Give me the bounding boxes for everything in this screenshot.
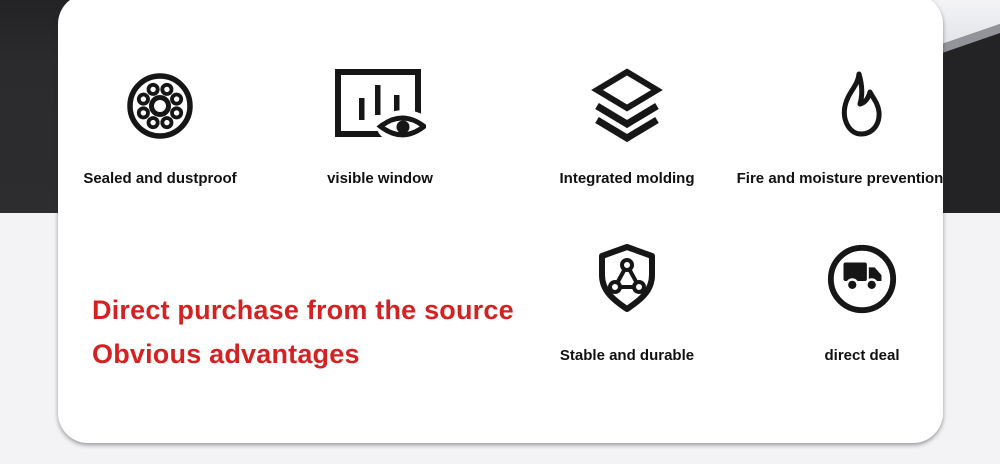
feature-label: direct deal (824, 347, 900, 364)
shield-triangle-icon (527, 242, 727, 316)
feature-item-stable (527, 242, 727, 365)
feature-item-window (280, 68, 480, 188)
window-eye-icon (280, 68, 480, 146)
feature-label: visible window (327, 170, 433, 187)
headline (92, 288, 514, 376)
feature-card (58, 0, 943, 443)
layers-icon (527, 68, 727, 146)
headline-line2: Obvious advantages (92, 339, 360, 369)
truck-icon (762, 242, 962, 316)
feature-item-fire (722, 68, 958, 188)
feature-label: Sealed and dustproof (83, 170, 237, 187)
feature-label: Integrated molding (559, 170, 695, 187)
feature-label: Stable and durable (559, 347, 695, 364)
headline-line1: Direct purchase from the source (92, 295, 514, 325)
feature-item-sealed (60, 68, 260, 188)
bearing-icon (60, 68, 260, 146)
feature-item-molding (527, 68, 727, 188)
feature-label: Fire and moisture prevention (736, 170, 944, 187)
flame-icon (742, 68, 978, 146)
feature-item-deal (762, 242, 962, 365)
